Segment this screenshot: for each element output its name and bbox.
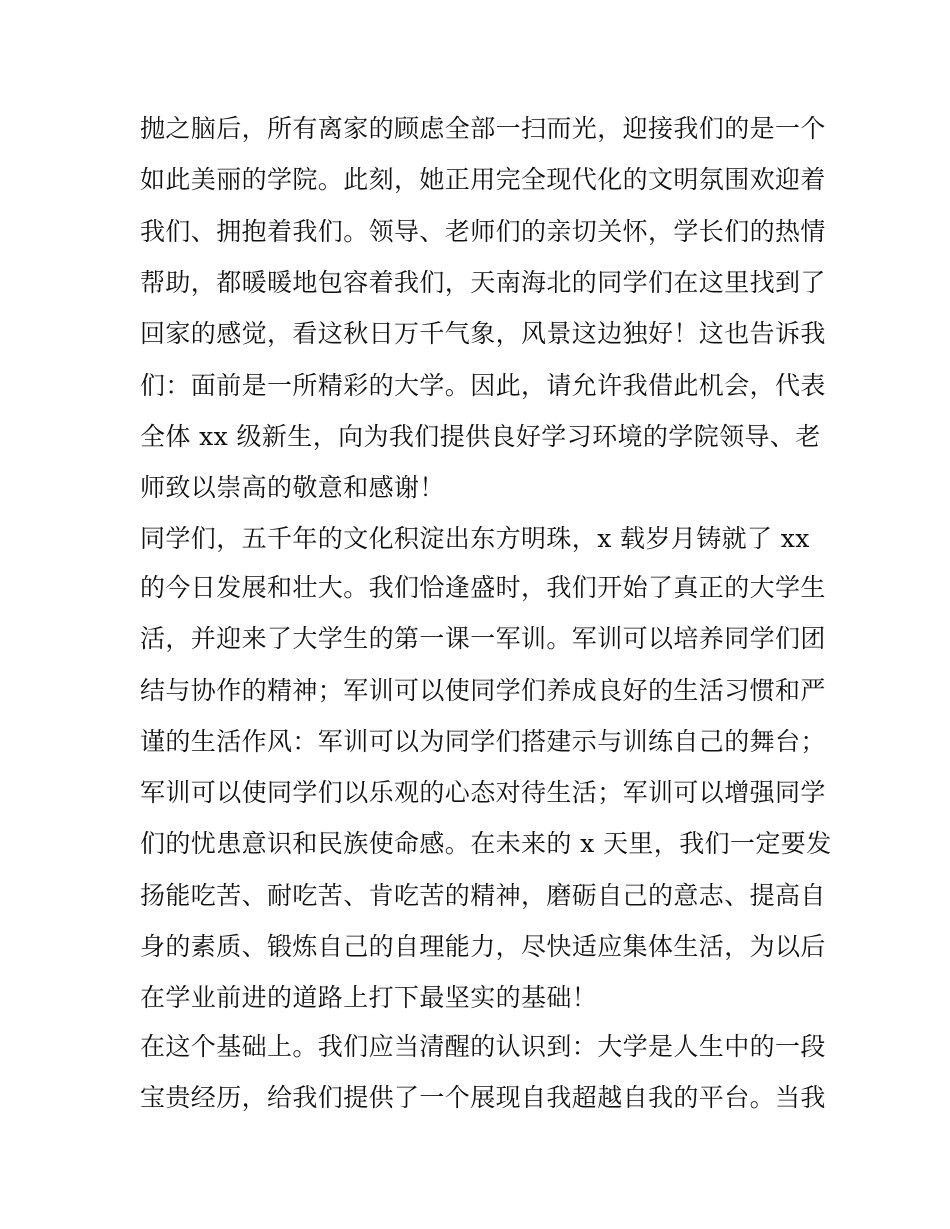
text-line: 谨的生活作风：军训可以为同学们搭建示与训练自己的舞台； [140,727,826,756]
text-line: 回家的感觉，看这秋日万千气象，风景这边独好！这也告诉我 [140,319,826,348]
text-line: 结与协作的精神；军训可以使同学们养成良好的生活习惯和严 [140,676,826,705]
text-line: 全体 xx 级新生，向为我们提供良好学习环境的学院领导、老 [140,422,821,451]
text-line: 们：面前是一所精彩的大学。因此，请允许我借此机会，代表 [140,371,826,400]
text-line: 在这个基础上。我们应当清醒的认识到：大学是人生中的一段 [140,1032,826,1061]
text-line: 在学业前进的道路上打下最坚实的基础！ [140,983,598,1012]
text-line: 军训可以使同学们以乐观的心态对待生活；军训可以增强同学 [140,778,826,807]
text-line: 宝贵经历，给我们提供了一个展现自我超越自我的平台。当我 [140,1083,826,1112]
text-line: 我们、拥抱着我们。领导、老师们的亲切关怀，学长们的热情 [140,217,826,246]
text-line: 同学们，五千年的文化积淀出东方明珠，x 载岁月铸就了 xx [140,524,810,553]
text-line: 的今日发展和壮大。我们恰逢盛时，我们开始了真正的大学生 [140,573,826,602]
text-line: 扬能吃苦、耐吃苦、肯吃苦的精神，磨砺自己的意志、提高自 [140,881,826,910]
text-line: 帮助，都暖暖地包容着我们，天南海北的同学们在这里找到了 [140,268,826,297]
text-line: 抛之脑后，所有离家的顾虑全部一扫而光，迎接我们的是一个 [140,114,826,143]
text-line: 师致以崇高的敬意和感谢！ [140,473,445,502]
text-line: 身的素质、锻炼自己的自理能力，尽快适应集体生活，为以后 [140,932,826,961]
text-line: 如此美丽的学院。此刻，她正用完全现代化的文明氛围欢迎着 [140,165,826,194]
text-line: 活，并迎来了大学生的第一课一军训。军训可以培养同学们团 [140,624,826,653]
text-line: 们的忧患意识和民族使命感。在未来的 x 天里，我们一定要发 [140,829,832,858]
